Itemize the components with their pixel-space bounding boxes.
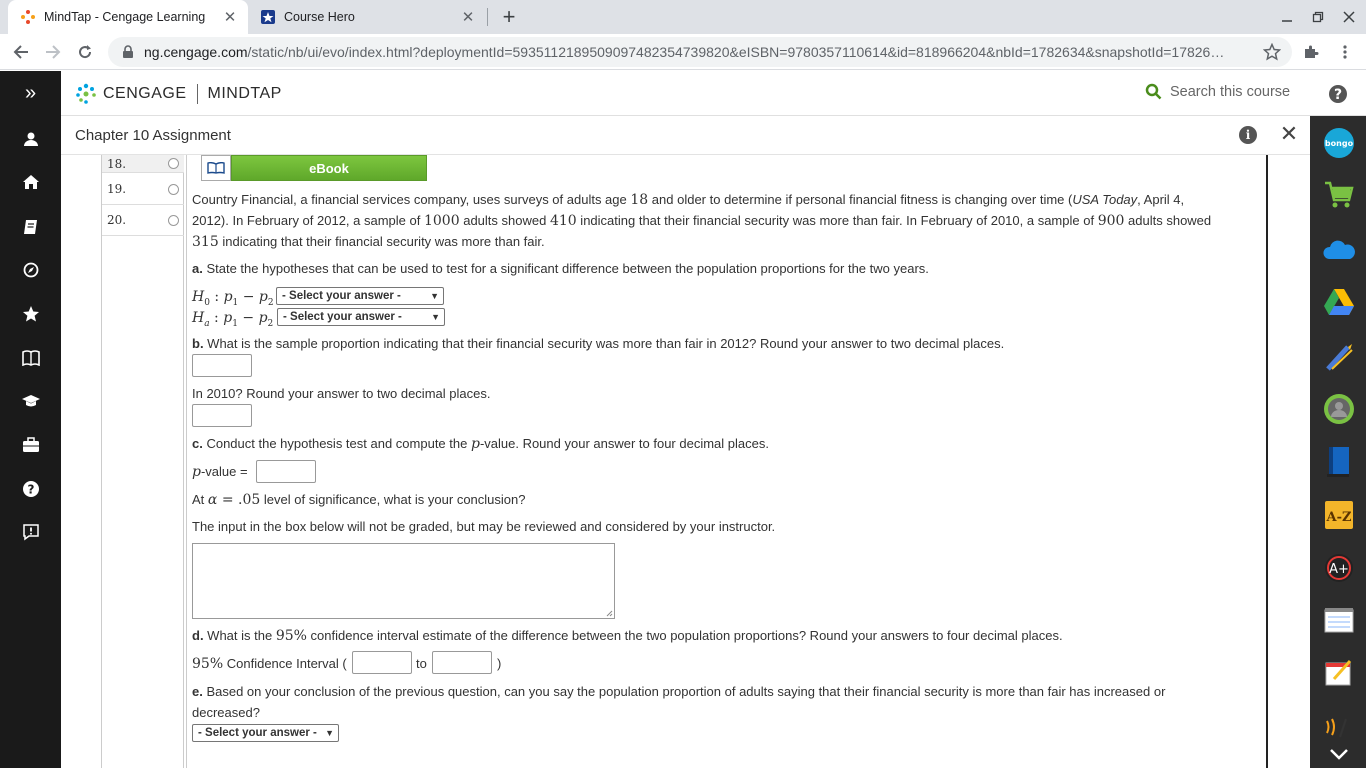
question-item[interactable] [102,174,184,205]
ci-close-paren: ) [497,656,502,671]
ci-label: 95% Confidence Interval ( [192,656,347,672]
h0-label: $H_0$ : $p_1 - p_2$ [192,289,274,308]
question-number: 19. [107,182,127,196]
bongo-app-icon[interactable] [1323,127,1355,159]
home-icon[interactable] [0,167,61,197]
ebook-link[interactable] [201,155,427,181]
new-tab-icon[interactable]: + [502,4,516,29]
question-item[interactable] [102,155,184,173]
part-a-prompt: a. State the hypotheses that can be used to test for a significant difference between the population proportions for the two years. [192,261,929,276]
tab-separator [487,8,488,26]
book-app-icon[interactable] [1323,446,1355,478]
conclusion-textarea[interactable] [192,543,615,619]
resize-grip-icon[interactable] [605,609,613,617]
bookmark-star-icon[interactable] [1259,39,1285,65]
chapter-bar [61,116,1310,155]
info-icon[interactable]: i [1239,126,1257,144]
coursehero-favicon-icon [260,9,276,25]
logo-divider [197,84,198,104]
tab-course-hero[interactable] [250,0,486,34]
compass-icon[interactable] [0,255,61,285]
mindtap-favicon-icon [20,9,36,25]
star-icon[interactable] [0,299,61,329]
search-placeholder: Search this course [1170,83,1291,100]
ebook-nav-icon[interactable] [0,343,61,373]
address-bar[interactable] [108,37,1292,67]
question-intro-line-3: 315 indicating that their financial security was more than fair. [192,234,545,250]
lock-icon [122,45,136,59]
ha-label: $H_a$ : $p_1 - p_2$ [192,310,274,329]
scroll-down-chevron-icon[interactable] [1323,738,1355,770]
tab-mindtap[interactable] [8,0,248,34]
svg-text:bongo: bongo [1324,139,1354,148]
part-b-prompt-2010: In 2010? Round your answer to two decimal places. [192,386,491,401]
cengage-mindtap-logo [75,82,282,106]
course-search[interactable] [1145,83,1290,100]
notepad-icon[interactable] [1323,604,1355,636]
svg-text:?: ? [27,482,34,497]
window-close-icon[interactable] [1338,6,1360,28]
brand-cengage: CENGAGE [103,85,187,102]
browser-toolbar [0,34,1366,70]
ci-lower-input[interactable] [352,651,412,674]
help-icon[interactable] [1310,71,1366,116]
google-drive-icon[interactable] [1323,286,1355,318]
chapter-title: Chapter 10 Assignment [75,127,231,144]
pen-annotate-icon[interactable] [1323,341,1355,373]
back-icon[interactable] [8,39,34,65]
avatar-app-icon[interactable] [1323,393,1355,425]
open-book-icon [201,155,231,181]
dropdown-arrow-icon: ▼ [325,728,334,738]
briefcase-icon[interactable] [0,430,61,460]
pvalue-label: p-value = [192,464,248,480]
panel-divider [186,155,187,768]
ha-select[interactable]: - Select your answer - ▼ [277,308,445,326]
browser-tab-bar [0,0,1366,34]
dropdown-arrow-icon: ▼ [431,312,440,322]
question-number: 18. [107,156,127,171]
tab-title: MindTap - Cengage Learning [44,10,206,24]
app-dock [1310,116,1366,768]
ebook-button[interactable]: eBook [231,155,427,181]
part-e-select[interactable]: - Select your answer - ▼ [192,724,339,742]
sticky-note-icon[interactable] [1323,656,1355,688]
forward-icon[interactable] [40,39,66,65]
proportion-2012-input[interactable] [192,354,252,377]
question-status-icon [168,184,179,195]
part-d-prompt: d. What is the 95% confidence interval estimate of the difference between the two population proportions? Round your answers to four decimal places. [192,628,1063,644]
h0-select[interactable]: - Select your answer - ▼ [276,287,444,305]
url-path: /static/nb/ui/evo/index.html?deploymentId=5935112189509097482354739820&eISBN=9780357110614&id=818966204&nbId=1782634&snapshotId=17826… [247,44,1225,60]
expand-nav-icon[interactable]: » [0,71,61,116]
panel-border [1266,155,1268,768]
part-e-prompt-cont: decreased? [192,705,260,720]
minimize-icon[interactable] [1276,6,1298,28]
part-c-prompt: c. Conduct the hypothesis test and compute the p-value. Round your answer to four decimal places. [192,436,769,452]
dropdown-arrow-icon: ▼ [430,291,439,301]
mindtap-header [0,71,1366,116]
question-list [101,155,184,768]
close-activity-icon[interactable]: ✕ [1279,121,1299,146]
feedback-icon[interactable] [0,517,61,547]
user-icon[interactable] [0,124,61,154]
tab-close-icon[interactable]: ✕ [461,9,475,26]
brand-mindtap: MINDTAP [207,85,282,102]
svg-text:A-Z: A-Z [1326,510,1352,525]
shopping-cart-icon[interactable] [1323,179,1355,211]
part-e-prompt: e. Based on your conclusion of the previous question, can you say the population proportion of adults saying that their financial security is more than fair has increased or [192,684,1166,699]
grade-aplus-icon[interactable] [1323,552,1355,584]
question-item[interactable] [102,205,184,236]
question-status-icon [168,215,179,226]
url-host: ng.cengage.com [144,44,248,60]
svg-text:?: ? [1333,86,1343,103]
pvalue-input[interactable] [256,460,316,483]
ci-upper-input[interactable] [432,651,492,674]
question-intro-line-2: 2012). In February of 2012, a sample of 1000 adults showed 410 indicating that their financial security was more than fair. In February of 2010, a sample of 900 adults showed [192,213,1212,229]
search-icon [1145,83,1162,100]
conclusion-prompt: At α = .05 level of significance, what is your conclusion? [192,492,526,508]
part-b-prompt: b. What is the sample proportion indicating that their financial security was more than fair in 2012? Round your answer to two decimal places. [192,336,1005,351]
help-nav-icon[interactable] [0,474,61,504]
restore-icon[interactable] [1307,6,1329,28]
extensions-icon[interactable] [1298,39,1324,65]
cengage-logo-icon [75,83,97,105]
left-navigation [0,116,61,768]
svg-text:A+: A+ [1329,562,1349,577]
browser-menu-icon[interactable] [1332,39,1358,65]
graduation-cap-icon[interactable] [0,386,61,416]
proportion-2010-input[interactable] [192,404,252,427]
ci-to-label: to [416,656,427,671]
question-status-icon [168,158,179,169]
dictionary-az-icon[interactable] [1323,499,1355,531]
question-intro-line-1: Country Financial, a financial services company, uses surveys of adults age 18 and older to determine if personal financial fitness is changing over time (USA Today, April 4, [192,192,1185,208]
tab-title: Course Hero [284,10,355,24]
ungraded-note: The input in the box below will not be graded, but may be reviewed and considered by your instructor. [192,519,776,534]
notebook-icon[interactable] [0,212,61,242]
question-number: 20. [107,213,127,227]
onedrive-cloud-icon[interactable] [1323,234,1355,266]
tab-close-icon[interactable]: ✕ [223,9,237,26]
reload-icon[interactable] [72,39,98,65]
